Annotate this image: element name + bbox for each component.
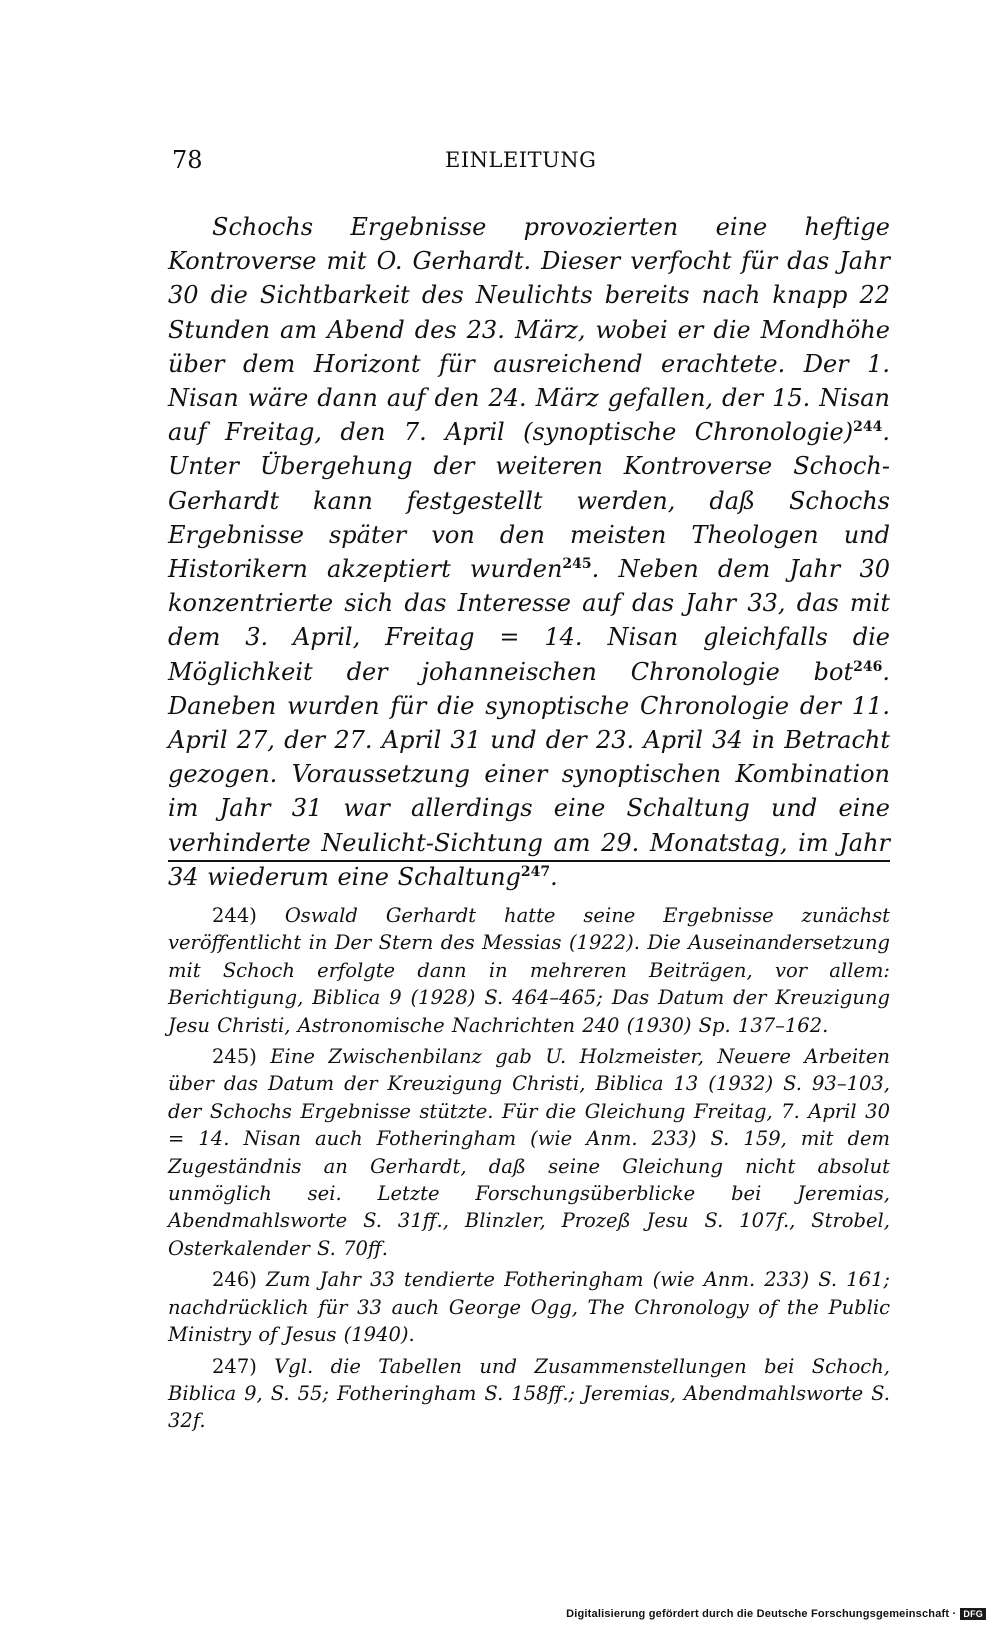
footnote-divider — [168, 860, 890, 862]
footnote-text: Zum Jahr 33 tendierte Fotheringham (wie Anm. 233) S. 161; nachdrücklich für 33 auch George Ogg, The Chronology of the Public Ministry of Jesus (1940). — [168, 1268, 890, 1347]
footnote-text: Oswald Gerhardt hatte seine Ergebnisse zunächst veröffentlicht in Der Stern des Messias (1922). Die Auseinandersetzung mit Schoch erfolgte dann in mehreren Beiträgen, vor allem: Berichtigung, Biblica 9 (1928) S. 464–465; Das Datum der Kreuzigung Jesu Christi, Astronomische Nachrichten 240 (1930) Sp. 137–162. — [168, 904, 890, 1037]
footnote-ref[interactable]: 245 — [562, 556, 592, 573]
footnote-text: Vgl. die Tabellen und Zusammenstellungen bei Schoch, Biblica 9, S. 55; Fotheringham S. 158ff.; Jeremias, Abendmahlsworte S. 32f. — [168, 1354, 890, 1433]
footnote — [168, 1043, 890, 1262]
digitization-credit — [566, 1608, 986, 1620]
footnote-number: 247) — [212, 1354, 257, 1378]
body-text-segment: . — [550, 862, 558, 891]
dfg-logo-icon: DFG — [960, 1608, 986, 1620]
running-head: EINLEITUNG — [445, 148, 597, 172]
body-text-segment: Schochs Ergebnisse provozierten eine heftige Kontroverse mit O. Gerhardt. Dieser verfocht für das Jahr 30 die Sichtbarkeit des Neulichts bereits nach knapp 22 Stunden am Abend des 23. März, wobei er die Mondhöhe über dem Horizont für ausreichend erachtete. Der 1. Nisan wäre dann auf den 24. März gefallen, der 15. Nisan auf Freitag, den 7. April (synoptische Chronologie) — [168, 213, 890, 447]
footnote-ref[interactable]: 244 — [853, 419, 883, 436]
body-text-segment: . Unter Übergehung der weiteren Kontroverse Schoch-Gerhardt kann festgestellt werden, daß Schochs Ergebnisse später von den meisten Theologen und Historikern akzeptiert wurden — [168, 418, 890, 584]
footnote — [168, 1353, 890, 1435]
credit-text: Digitalisierung gefördert durch die Deutsche Forschungsgemeinschaft · — [566, 1608, 957, 1620]
footnote-number: 246) — [212, 1268, 257, 1292]
footnote-ref[interactable]: 246 — [853, 658, 883, 675]
footnote — [168, 1266, 890, 1348]
body-text-segment: . Daneben wurden für die synoptische Chronologie der 11. April 27, der 27. April 31 und der 23. April 34 in Betracht gezogen. Voraussetzung einer synoptischen Kombination im Jahr 31 war allerdings eine Schaltung und eine verhinderte Neulicht-Sichtung am 29. Monatstag, im Jahr 34 wiederum eine Schaltung — [168, 657, 890, 891]
footnote-number: 245) — [212, 1045, 257, 1069]
footnote — [168, 902, 890, 1039]
footnotes — [168, 902, 890, 1439]
main-paragraph — [168, 210, 890, 894]
footnote-number: 244) — [212, 904, 257, 927]
footnote-text: Eine Zwischenbilanz gab U. Holzmeister, Neuere Arbeiten über das Datum der Kreuzigung Christi, Biblica 13 (1932) S. 93–103, der Schochs Ergebnisse stützte. Für die Gleichung Freitag, 7. April 30 = 14. Nisan auch Fotheringham (wie Anm. 233) S. 159, mit dem Zugeständnis an Gerhardt, daß seine Gleichung nicht absolut unmöglich sei. Letzte Forschungsüberblicke bei Jeremias, Abendmahlsworte S. 31ff., Blinzler, Prozeß Jesu S. 107f., Strobel, Osterkalender S. 70ff. — [168, 1045, 890, 1260]
footnote-ref[interactable]: 247 — [520, 863, 551, 880]
body-text-segment: . Neben dem Jahr 30 konzentrierte sich das Interesse auf das Jahr 33, das mit dem 3. April, Freitag = 14. Nisan gleichfalls die Möglichkeit der johanneischen Chronologie bot — [168, 555, 890, 686]
page-number: 78 — [172, 146, 203, 174]
